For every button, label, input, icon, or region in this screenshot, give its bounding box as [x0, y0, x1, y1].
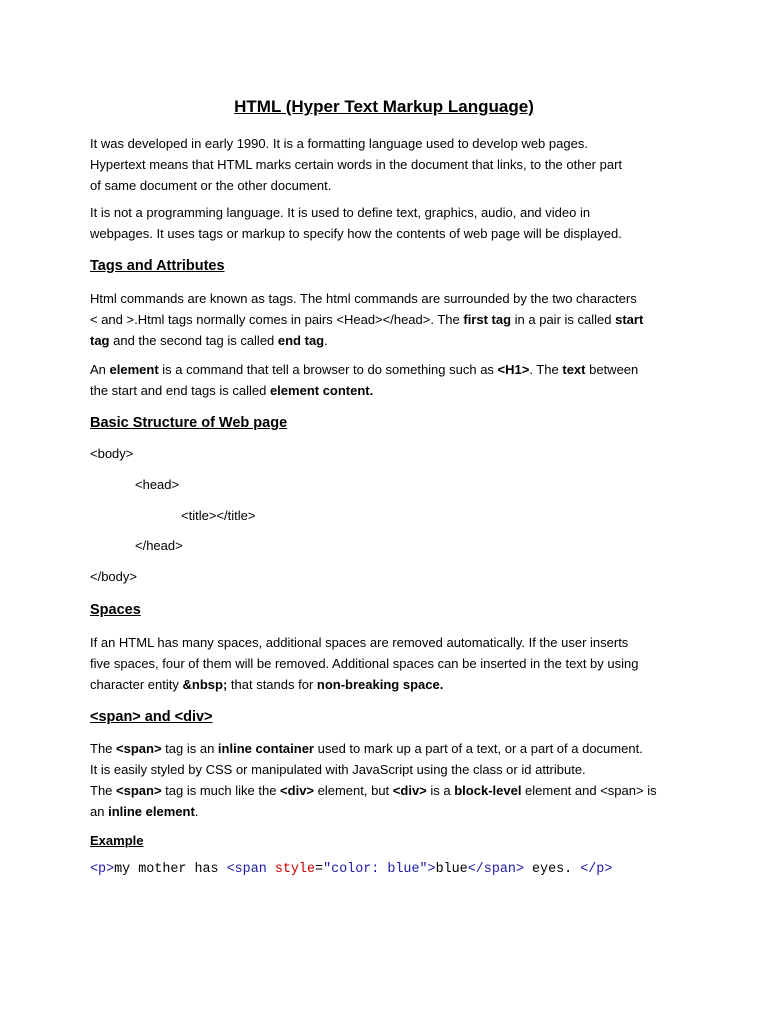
bold-term: <H1>	[497, 362, 530, 377]
code-token-text: eyes.	[523, 862, 581, 877]
bold-term: start	[615, 312, 644, 327]
example-heading: Example	[90, 833, 144, 848]
text-segment: the start and end tags is called	[90, 383, 270, 398]
bold-term: element	[109, 362, 159, 377]
text-segment: An	[90, 362, 110, 377]
text-segment: an	[90, 804, 109, 819]
text-segment: that stands for	[227, 677, 317, 692]
tags-paragraph-1	[90, 288, 680, 351]
text-line: webpages. It uses tags or markup to specify how the contents of web page will be displayed.	[90, 226, 622, 241]
text-segment: < and >.Html tags normally comes in pairs <Head></head>. The	[90, 312, 464, 327]
code-token-text: my mother has	[114, 862, 227, 877]
code-token-tag: <p>	[90, 862, 115, 877]
text-segment: The	[90, 783, 117, 798]
spaces-paragraph	[90, 632, 680, 695]
text-segment: between	[585, 362, 639, 377]
bold-term: element content.	[269, 383, 374, 398]
code-example	[90, 860, 612, 880]
code-token-tag: >	[427, 862, 436, 877]
bold-term: text	[562, 362, 586, 377]
text-segment: element, but	[314, 783, 393, 798]
text-segment: tag is an	[161, 741, 218, 756]
code-token-eq: =	[315, 862, 324, 877]
section-heading-structure: Basic Structure of Web page	[90, 415, 288, 431]
bold-term: inline element	[108, 804, 195, 819]
text-line: It was developed in early 1990. It is a formatting language used to develop web pages.	[90, 136, 588, 151]
section-heading-tags: Tags and Attributes	[90, 258, 225, 274]
intro-paragraph-2	[90, 202, 680, 244]
code-line-head-open: <head>	[135, 477, 180, 492]
text-line: Hypertext means that HTML marks certain words in the document that links, to the other part	[90, 157, 623, 172]
text-segment: used to mark up a part of a text, or a part of a document.	[314, 741, 643, 756]
code-line-body-open: <body>	[90, 446, 134, 461]
document-title: HTML (Hyper Text Markup Language)	[234, 97, 534, 116]
section-heading-spaces: Spaces	[90, 602, 141, 618]
bold-term: block-level	[454, 783, 522, 798]
code-token-tag: </span>	[467, 862, 524, 877]
code-line-title: <title></title>	[181, 508, 256, 523]
text-segment: . The	[529, 362, 563, 377]
tags-paragraph-2	[90, 359, 680, 401]
text-segment: element and	[521, 783, 601, 798]
text-line: five spaces, four of them will be removed. Additional spaces can be inserted in the text by using	[90, 656, 639, 671]
span-div-paragraph	[90, 738, 680, 822]
code-token-tag: </p>	[580, 862, 613, 877]
bold-term: tag	[90, 333, 110, 348]
code-token-value: "color: blue"	[323, 862, 428, 877]
text-line: If an HTML has many spaces, additional spaces are removed automatically. If the user inserts	[90, 635, 629, 650]
bold-term: &nbsp;	[182, 677, 228, 692]
text-segment: <span>	[600, 783, 644, 798]
text-segment: in a pair is called	[511, 312, 616, 327]
text-segment: .	[194, 804, 199, 819]
code-token-tag: <span	[226, 862, 275, 877]
bold-term: end tag	[277, 333, 325, 348]
text-line: It is easily styled by CSS or manipulated with JavaScript using the class or id attribute.	[90, 762, 586, 777]
bold-term: <div>	[280, 783, 315, 798]
bold-term: first tag	[463, 312, 512, 327]
text-segment: is a command that tell a browser to do something such as	[158, 362, 498, 377]
text-segment: character entity	[90, 677, 183, 692]
intro-paragraph-1	[90, 133, 680, 196]
code-line-body-close: </body>	[90, 569, 137, 584]
text-segment: is	[643, 783, 657, 798]
text-line: Html commands are known as tags. The html commands are surrounded by the two characters	[90, 291, 637, 306]
bold-term: inline container	[217, 741, 314, 756]
text-segment: .	[324, 333, 328, 348]
text-segment: and the second tag is called	[109, 333, 278, 348]
text-segment: is a	[426, 783, 455, 798]
text-segment: The	[90, 741, 117, 756]
text-line: It is not a programming language. It is used to define text, graphics, audio, and video in	[90, 205, 591, 220]
code-token-text: blue	[435, 862, 468, 877]
text-segment: tag is much like the	[161, 783, 281, 798]
code-token-attr: style	[274, 862, 316, 877]
section-heading-span-div: <span> and <div>	[90, 709, 213, 725]
bold-term: <span>	[116, 783, 162, 798]
code-line-head-close: </head>	[135, 538, 183, 553]
bold-term: non-breaking space.	[316, 677, 444, 692]
text-line: of same document or the other document.	[90, 178, 332, 193]
bold-term: <div>	[392, 783, 427, 798]
bold-term: <span>	[116, 741, 162, 756]
